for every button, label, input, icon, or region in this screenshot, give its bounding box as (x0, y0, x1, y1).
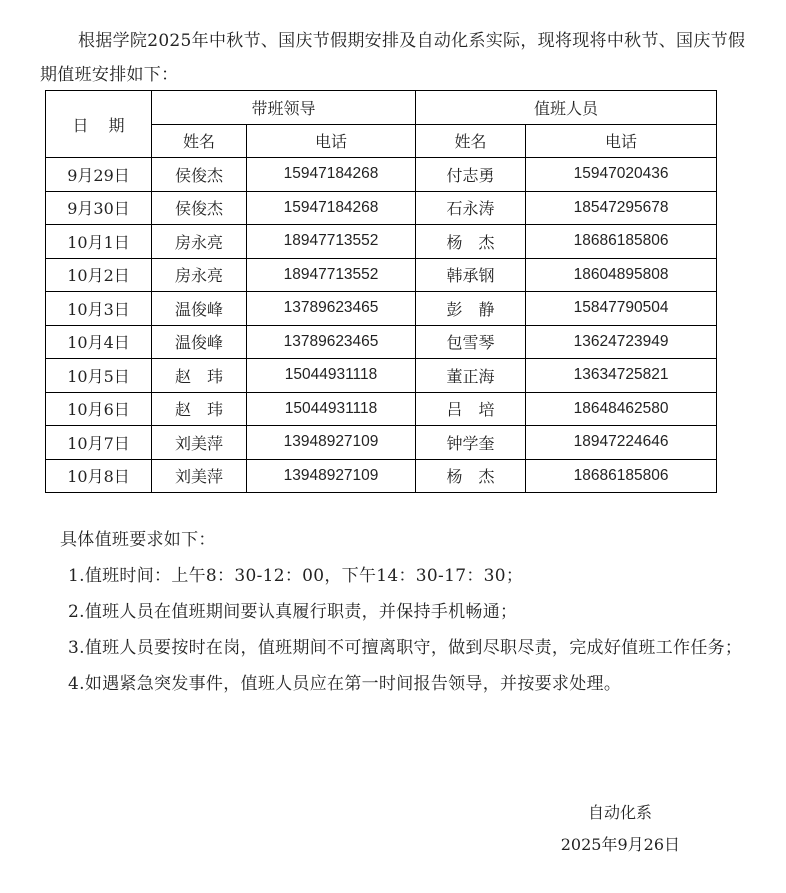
staff-name-cell: 杨 杰 (416, 225, 526, 259)
requirement-item: 1.值班时间：上午8：30-12：00，下午14：30-17：30； (68, 566, 524, 586)
header-row-1 (46, 91, 717, 125)
table-row (46, 359, 717, 393)
leader-phone-header: 电话 (247, 124, 416, 158)
staff-phone-cell: 18604895808 (526, 258, 717, 292)
leader-phone-cell: 13789623465 (247, 292, 416, 326)
leader-name-cell: 赵 玮 (152, 392, 247, 426)
leader-name-cell: 刘美萍 (152, 459, 247, 493)
leader-name-cell: 房永亮 (152, 225, 247, 259)
requirement-item: 4.如遇紧急突发事件，值班人员应在第一时间报告领导，并按要求处理。 (68, 674, 622, 694)
leader-name-cell: 赵 玮 (152, 359, 247, 393)
staff-name-cell: 石永涛 (416, 191, 526, 225)
leader-phone-cell: 15044931118 (247, 392, 416, 426)
leader-phone-cell: 18947713552 (247, 225, 416, 259)
leader-phone-cell: 15947184268 (247, 158, 416, 192)
requirements-title: 具体值班要求如下： (60, 530, 216, 550)
date-column-header: 日期 (46, 91, 152, 158)
staff-name-cell: 杨 杰 (416, 459, 526, 493)
date-cell: 10月8日 (46, 459, 152, 493)
requirement-item: 2.值班人员在值班期间要认真履行职责，并保持手机畅通； (68, 602, 518, 622)
staff-phone-header: 电话 (526, 124, 717, 158)
date-cell: 9月30日 (46, 191, 152, 225)
staff-group-header: 值班人员 (416, 91, 717, 125)
date-cell: 10月4日 (46, 325, 152, 359)
intro-paragraph: 根据学院2025年中秋节、国庆节假期安排及自动化系实际，现将现将中秋节、国庆节假期值班安排如下： (40, 31, 746, 85)
staff-name-cell: 吕 培 (416, 392, 526, 426)
date-cell: 10月1日 (46, 225, 152, 259)
staff-name-header: 姓名 (416, 124, 526, 158)
leader-name-cell: 温俊峰 (152, 325, 247, 359)
date-cell: 10月7日 (46, 426, 152, 460)
leader-name-cell: 刘美萍 (152, 426, 247, 460)
leader-group-header: 带班领导 (152, 91, 416, 125)
leader-name-cell: 侯俊杰 (152, 191, 247, 225)
leader-phone-cell: 15044931118 (247, 359, 416, 393)
staff-name-cell: 董正海 (416, 359, 526, 393)
duty-roster-table (45, 90, 717, 493)
leader-phone-cell: 13789623465 (247, 325, 416, 359)
staff-phone-cell: 15847790504 (526, 292, 717, 326)
table-row (46, 426, 717, 460)
date-cell: 10月2日 (46, 258, 152, 292)
leader-phone-cell: 13948927109 (247, 459, 416, 493)
date-cell: 10月5日 (46, 359, 152, 393)
date-cell: 10月6日 (46, 392, 152, 426)
staff-phone-cell: 13624723949 (526, 325, 717, 359)
requirements-section (40, 522, 760, 702)
date-cell: 9月29日 (46, 158, 152, 192)
leader-phone-cell: 13948927109 (247, 426, 416, 460)
leader-phone-cell: 15947184268 (247, 191, 416, 225)
staff-name-cell: 韩承钢 (416, 258, 526, 292)
table-row (46, 158, 717, 192)
table-row (46, 292, 717, 326)
staff-name-cell: 彭 静 (416, 292, 526, 326)
signature-date: 2025年9月26日 (560, 835, 680, 854)
requirement-item: 3.值班人员要按时在岗，值班期间不可擅离职守，做到尽职尽责，完成好值班工作任务； (68, 638, 743, 658)
table-row (46, 459, 717, 493)
leader-name-cell: 温俊峰 (152, 292, 247, 326)
roster-body (46, 158, 717, 493)
staff-phone-cell: 18947224646 (526, 426, 717, 460)
table-row (46, 225, 717, 259)
table-row (46, 258, 717, 292)
staff-name-cell: 钟学奎 (416, 426, 526, 460)
signature-department: 自动化系 (587, 803, 652, 822)
staff-phone-cell: 18547295678 (526, 191, 717, 225)
leader-phone-cell: 18947713552 (247, 258, 416, 292)
date-cell: 10月3日 (46, 292, 152, 326)
table-row (46, 325, 717, 359)
staff-phone-cell: 18648462580 (526, 392, 717, 426)
staff-name-cell: 包雪琴 (416, 325, 526, 359)
leader-name-header: 姓名 (152, 124, 247, 158)
staff-phone-cell: 18686185806 (526, 225, 717, 259)
staff-phone-cell: 15947020436 (526, 158, 717, 192)
table-row (46, 392, 717, 426)
leader-name-cell: 侯俊杰 (152, 158, 247, 192)
table-row (46, 191, 717, 225)
staff-name-cell: 付志勇 (416, 158, 526, 192)
leader-name-cell: 房永亮 (152, 258, 247, 292)
staff-phone-cell: 13634725821 (526, 359, 717, 393)
staff-phone-cell: 18686185806 (526, 459, 717, 493)
